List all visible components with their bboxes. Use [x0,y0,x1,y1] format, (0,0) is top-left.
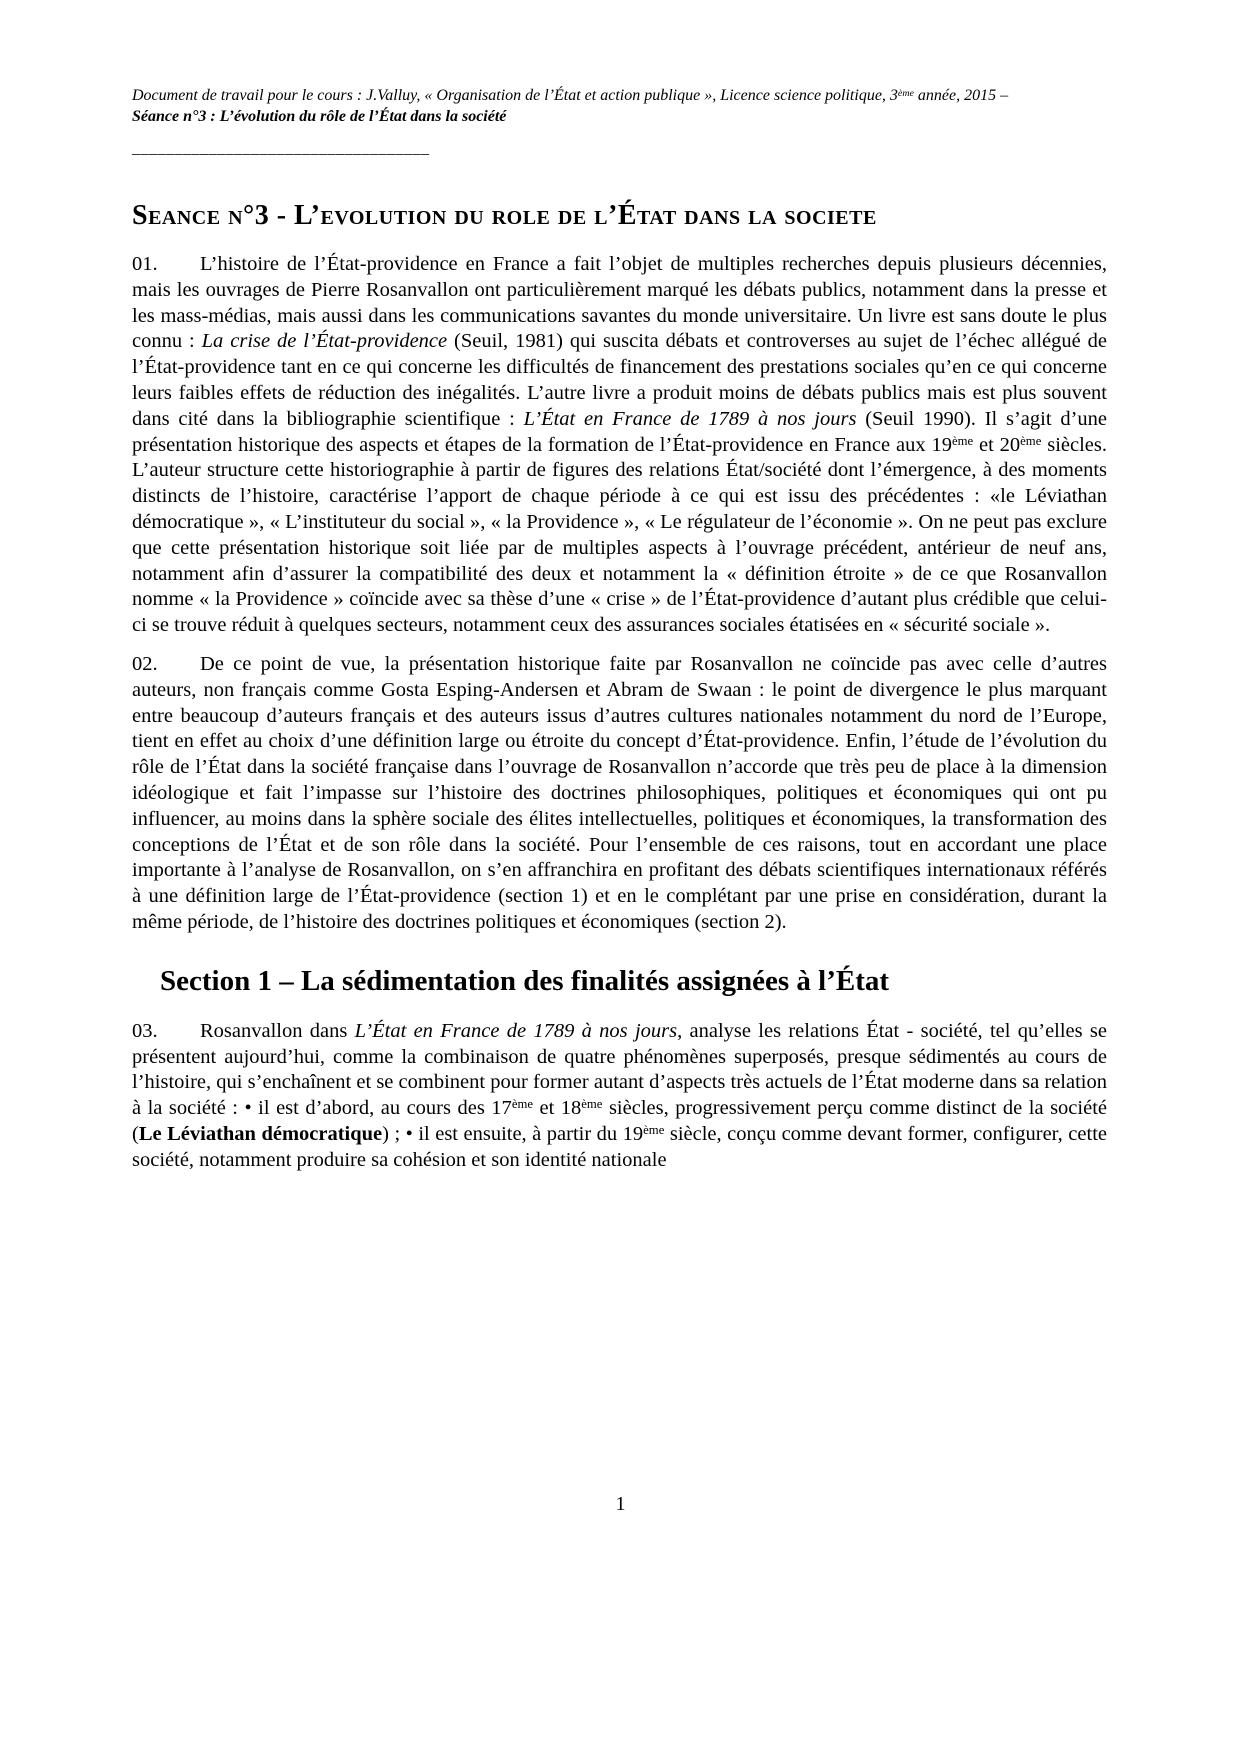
paragraph-02-text: De ce point de vue, la présentation historique faite par Rosanvallon ne coïncide pas avec celle d’autres auteurs, non français comme Gosta Esping-Andersen et Abram de Swaan : le point de divergence le plus marquant entre beaucoup d’auteurs français et des auteurs issus d’autres cultures nationales notamment du nord de l’Europe, tient en effet au choix d’une définition large ou étroite du concept d’État-providence. Enfin, l’étude de l’évolution du rôle de l’État dans la société française dans l’ouvrage de Rosanvallon n’accorde que très peu de place à la dimension idéologique et fait l’impasse sur l’histoire des doctrines philosophiques, politiques et économiques qui ont pu influencer, au moins dans la sphère sociale des élites intellectuelles, politiques et économiques, la transformation des conceptions de l’État et de son rôle dans la société. Pour l’ensemble de ces raisons, tout en accordant une place importante à l’analyse de Rosanvallon, on s’en affranchira en profitant des débats scientifiques internationaux référés à une définition large de l’État-providence (section 1) et en le complétant par une prise en considération, durant la même période, de l’histoire des doctrines politiques et économiques (section 2). [132,652,1107,933]
paragraph-01-text: L’histoire de l’État-providence en France a fait l’objet de multiples recherches depuis plusieurs décennies, mais les ouvrages de Pierre Rosanvallon ont particulièrement marqué les débats publics, notamment dans la presse et les mass-médias, mais aussi dans les communications savantes du monde universitaire. Un livre est sans doute le plus connu : La crise de l’État-providence (Seuil, 1981) qui suscita débats et controverses au sujet de l’échec allégué de l’État-providence tant en ce qui concerne les difficultés de financement des prestations sociales qu’en ce qui concerne leurs faibles effets de réduction des inégalités. L’autre livre a produit moins de débats publics mais est plus souvent dans cité dans la bibliographie scientifique : L’État en France de 1789 à nos jours (Seuil 1990). Il s’agit d’une présentation historique des aspects et étapes de la formation de l’État-providence en France aux 19ème et 20ème siècles. L’auteur structure cette historiographie à partir de figures des relations État/société dont l’émergence, à des moments distincts de l’histoire, caractérise l’apport de chaque période à ce qui est issu des précédentes : «le Léviathan démocratique », « L’instituteur du social », « la Providence », « Le régulateur de l’économie ». On ne peut pas exclure que cette présentation historique soit liée par de multiples aspects à l’ouvrage précédent, antérieur de neuf ans, notamment afin d’assurer la compatibilité des deux et notamment la « définition étroite » de ce que Rosanvallon nomme « la Providence » coïncide avec sa thèse d’une « crise » de l’État-providence d’autant plus crédible que celui-ci se trouve réduit à quelques secteurs, notamment ceux des assurances sociales étatisées en « sécurité sociale ». [132,253,1108,637]
section-1-heading: Section 1 – La sédimentation des finalités assignées à l’État [160,964,890,997]
paragraph-03-number: 03. [132,1019,158,1042]
page-number: 1 [615,1493,626,1515]
paragraph-01-number: 01. [132,253,158,275]
document-header [132,85,1107,159]
document-title: Seance n°3 - L’evolution du role de l’État dans la societe [132,200,877,231]
header-line-1: Document de travail pour le cours : J.Valluy, « Organisation de l’État et action publique », Licence science politique, 3ème année, 2015 – [132,87,1009,104]
header-separator-rule: ___________________________________ [132,140,430,157]
paragraph-01 [132,252,1107,639]
paragraph-03-text: Rosanvallon dans L’État en France de 1789 à nos jours, analyse les relations État - société, tel qu’elles se présentent aujourd’hui, comme la combinaison de quatre phénomènes superposés, presque sédimentés au cours de l’histoire, qui s’enchaînent et se combinent pour former autant d’aspects très actuels de l’État moderne dans sa relation à la société : • il est d’abord, au cours des 17ème et 18ème siècles, progressivement perçu comme distinct de la société (Le Léviathan démocratique) ; • il est ensuite, à partir du 19ème siècle, conçu comme devant former, configurer, cette société, notamment produire sa cohésion et son identité nationale [132,1019,1107,1171]
paragraph-02 [132,652,1107,936]
header-line-2: Séance n°3 : L’évolution du rôle de l’État dans la société [132,108,507,125]
paragraph-03 [132,1019,1107,1174]
paragraph-02-number: 02. [132,652,158,675]
